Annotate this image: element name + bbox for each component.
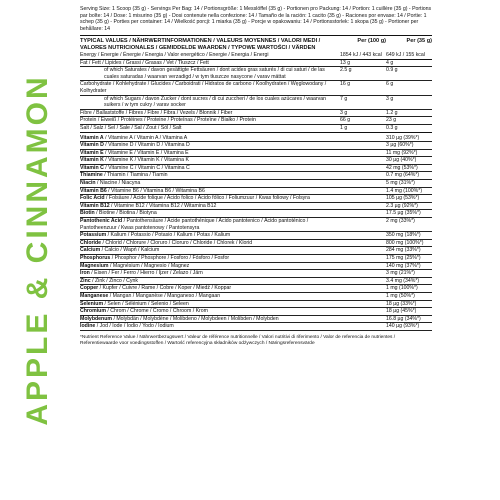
row-value-35g: 30 µg (40%*) [386,157,417,164]
row-value-35g: 17.5 µg (35%*) [386,210,421,217]
row-label [80,157,340,164]
row-value-35g: 23 g [386,117,397,124]
table-row [80,60,432,68]
nutrient-translations: / Folsäure / Acide folique / Acido folico / Ácido fólico / Foliumzuur / Kwas foliowy / Folsyra [104,195,310,202]
table-row [80,135,432,143]
row-label [80,218,340,231]
table-row [80,255,432,263]
row-label [80,316,340,323]
nutrient-name: Potassium [80,232,107,239]
row-value-35g: 310 µg (39%*) [386,134,420,141]
table-header-label: TYPICAL VALUES / NÄHRWERTINFORMATIONEN / VALEURS MOYENNES / VALORI MEDI / VALORES NUTRICIONALES / GEMIDDELDE WAARDEN / TYPOWE WARTOŚCI / VÄRDEN [80,38,321,52]
row-value-100g: 2.5 g [340,67,352,74]
nutrient-translations: / Jod / Iode / Iodio / Yodo / Iodium [95,323,174,330]
row-value-35g: 140 mg (37%*) [386,262,421,269]
table-row [80,240,432,248]
row-label [80,293,340,300]
row-label [80,240,340,247]
row-value-35g: 350 mg (18%*) [386,232,421,239]
nutrient-name: Folic Acid [80,195,105,202]
row-value-35g: 16.8 µg (34%*) [386,315,421,322]
nutrient-translations: / Mangan / Manganèse / Manganeso / Mangaan [108,292,221,299]
nutrient-name: Copper [80,285,99,292]
table-header-col1: Per (100 g) [357,38,386,45]
table-row [80,142,432,150]
row-value-35g: 1.2 g [386,109,398,116]
row-value-35g: 0.3 g [386,124,398,131]
row-value-35g: 1.4 mg (100%*) [386,187,423,194]
row-label [80,150,340,157]
row-label [80,165,340,172]
table-row [80,180,432,188]
nutrient-translations: / Vitamine K / Vitamin K / Vitamina K [103,157,189,164]
table-row [80,117,432,125]
row-label [80,172,340,179]
nutrient-name: Zinc [80,277,91,284]
nutrient-name: Vitamin D [80,142,104,149]
nutrient-name: Vitamin A [80,134,104,141]
table-row [80,67,432,81]
table-header [80,35,432,52]
row-value-35g: 140 µg (93%*) [386,323,420,330]
row-label: of which Sugars / davon Zucker / dont sucres / di cui zuccheri / de los cuales azúcares / waarvan suikers / w tym cukry / varav socker [104,95,327,109]
row-label [80,308,340,315]
table-row [80,316,432,324]
nutrient-translations: / Vitamine A / Vitamin A / Vitamina A [103,134,188,141]
table-row [80,270,432,278]
nutrient-name: Vitamin B6 [80,187,107,194]
nutrient-name: Vitamin C [80,164,104,171]
table-row [80,81,432,95]
row-value-35g: 5 mg (31%*) [386,180,415,187]
table-row [80,172,432,180]
footnote: *Nutrient Reference Value / Nährwertbezugswert / Valeur de référence nutritionnelle / Valori nutritivi di riferimento / Valor de referencia de nutrientes / Referentiewaarde voor voedingsstoffen / Wartość referencyjna składników odżywczych / Näringsreferensvärde [80,334,396,346]
nutrient-name: Molybdenum [80,315,112,322]
nutrient-translations: / Vitamine C / Vitamin C / Vitamina C [103,164,190,171]
nutrient-name: Niacin [80,180,96,187]
row-value-35g: 284 mg (33%*) [386,247,421,254]
nutrient-name: Vitamin K [80,157,104,164]
table-row [80,301,432,309]
row-value-35g: 800 mg (100%*) [386,239,424,246]
row-value-100g: 16 g [340,81,351,88]
table-row [80,247,432,255]
row-value-35g: 3 mg (21%*) [386,270,415,277]
row-label [80,180,340,187]
micronutrient-rows [80,135,432,331]
row-label [80,232,340,239]
row-value-100g: 1854 kJ / 443 kcal [340,51,382,58]
table-row [80,96,432,110]
nutrient-name: Iodine [80,323,96,330]
row-value-35g: 42 mg (53%*) [386,164,418,171]
table-row [80,285,432,293]
nutrient-name: Calcium [80,247,101,254]
row-label [80,247,340,254]
table-row [80,218,432,232]
flavour-title: APPLE & CINNAMON [21,74,54,426]
row-value-35g: 3 g [386,95,394,102]
table-row [80,293,432,301]
table-header-col2: Per (35 g) [406,38,432,45]
nutrient-name: Vitamin B12 [80,202,110,209]
row-label: of which Saturates / davon gesättigte Fettsäuren / dont acides gras saturés / di cui saturi / de las cuales saturadas / waarvan verzadigd / w tym tłuszcze nasycone / varav mättat [104,67,325,80]
nutrient-translations: / Calcio / Wapń / Kalcium [100,247,160,254]
row-label [80,301,340,308]
row-label: Fat / Fett / Lipides / Grassi / Grasas / Vet / Tłuszcz / Fett [80,59,209,66]
nutrient-translations: / Zink / Zinco / Cynk [90,277,138,284]
nutrient-translations: / Thiamin / Tiamina / Tiamin [102,172,168,179]
table-row [80,278,432,286]
row-value-35g: 4 g [386,59,394,66]
nutrient-translations: / Selen / Sélénium / Selenio / Seleen [103,300,189,307]
nutrient-name: Iron [80,270,90,277]
row-label [80,278,340,285]
table-row [80,165,432,173]
flavour-side-banner [0,0,76,500]
nutrient-translations: / Molybdän / Molybdène / Molibdeno / Molybdeen / Molibden / Molybden [112,315,279,322]
nutrient-translations: / Kalium / Potassio / Potasio / Kalium / Potas / Kalium [106,232,231,239]
row-label [80,203,340,210]
table-row [80,323,432,331]
row-value-35g: 3.4 mg (34%*) [386,277,420,284]
row-value-35g: 6 g [386,81,394,88]
row-value-35g: 1 mg (50%*) [386,292,415,299]
row-label [80,285,340,292]
nutrient-name: Thiamine [80,172,103,179]
row-value-35g: 2.3 µg (92%*) [386,202,418,209]
row-label: Energy / Energie / Énergie / Energia / Valor energético / Energie / Energia / Energi [80,51,269,58]
table-row [80,308,432,316]
nutrient-name: Magnesium [80,262,109,269]
row-value-35g: 18 µg (45%*) [386,308,417,315]
nutrient-translations: / Chrom / Chrome / Cromo / Chroom / Krom [105,308,208,315]
row-label [80,210,340,217]
table-row [80,195,432,203]
row-value-100g: 7 g [340,95,348,102]
row-value-35g: 1 mg (100%*) [386,285,418,292]
row-value-35g: 105 µg (53%*) [386,195,420,202]
nutrient-name: Manganese [80,292,109,299]
row-value-100g: 1 g [340,124,348,131]
row-label [80,323,340,330]
row-value-35g: 0.7 mg (64%*) [386,172,420,179]
row-label [80,142,340,149]
table-row [80,210,432,218]
row-label [80,135,340,142]
row-value-35g: 649 kJ / 155 kcal [386,51,425,58]
nutrient-name: Selenium [80,300,104,307]
row-label [80,270,340,277]
nutrient-name: Chromium [80,308,106,315]
nutrient-translations: / Vitamine B6 / Vitamina B6 / Witamina B6 [106,187,205,194]
nutrient-name: Chloride [80,239,102,246]
nutrient-translations: / Biotine / Biotina / Biotyna [94,210,157,217]
nutrient-name: Phosphorus [80,255,111,261]
serving-info: Serving Size: 1 Scoop (35 g) - Servings Per Bag: 14 / Portionsgröße: 1 Messlöffel (35 g) - Portionen pro Packung: 14 / Portion: 1 cuillère (35 g) - Portions par boîte: 14 / Dose: 1 misurino (35 g) - Dosi contenute nella confezione: 14 / Tamaño de la ración: 1 cacito (35 g) - Raciones por envase: 14 / Portie: 1 schep (35 g) - Porties per container: 14 / Wielkość porcji: 1 miarka (35 g) - Porcje w opakowaniu: 14 / Portionsstorlek: 1 skopa (35 g) - Portioner per behållare: 14 [80,6,432,32]
nutrient-translations: / Vitamine B12 / Vitamina B12 / Witamina B12 [109,202,217,209]
row-value-100g: 3 g [340,109,348,116]
table-row [80,110,432,118]
nutrition-panel [80,6,432,347]
nutrient-translations: / Niacine / Niacyna [95,180,141,187]
table-row [80,203,432,211]
row-value-35g: 11 mg (92%*) [386,149,418,156]
nutrient-translations: / Phosphor / Phosphore / Fosforo / Fósforo / Fosfor [110,255,230,261]
nutrient-translations: / Vitamine E / Vitamin E / Vitamina E [103,149,189,156]
table-row [80,157,432,165]
macronutrient-rows [80,52,432,133]
row-label [80,188,340,195]
row-label: Protein / Eiweiß / Protéines / Proteine / Proteínas / Proteïne / Białko / Protein [80,117,256,124]
row-value-35g: 3 µg (60%*) [386,142,414,149]
row-label [80,255,340,262]
nutrient-name: Vitamin E [80,149,104,156]
row-label [80,263,340,270]
row-value-100g: 13 g [340,59,351,66]
table-row [80,125,432,133]
table-row [80,150,432,158]
nutrient-translations: / Kupfer / Cuivre / Rame / Cobre / Koper / Miedź / Koppar [98,285,232,292]
row-label: Carbohydrate / Kohlehydrate / Glucides / Carboidrati / Hidratos de carbono / Koolhydraten / Węglowodany / Kolhydrater [80,81,327,94]
row-value-100g: 66 g [340,117,351,124]
nutrient-translations: / Eisen / Fer / Ferro / Hierro / Ijzer / Żelazo / Järn [89,270,203,277]
row-label: Fibre / Ballaststoffe / Fibres / Fibre / Fibra / Vezels / Błonnik / Fiber [80,109,233,116]
nutrient-name: Biotin [80,210,95,217]
table-row [80,232,432,240]
nutrient-name: Pantothenic Acid [80,218,123,225]
nutrient-translations: / Vitamine D / Vitamin D / Vitamina D [103,142,190,149]
row-value-35g: 2 mg (33%*) [386,218,415,225]
row-label: Salt / Salz / Sel / Sale / Sal / Zout / Sól / Salt [80,124,182,131]
nutrient-translations: / Chlorid / Chlorure / Cloruro / Cloruro / Chloride / Chlorek / Klorid [101,239,253,246]
nutrient-translations: / Pantothensäure / Acide pantothénique / Acido pantotenico / Ácido pantoténico / Pantotheenzuur / Kwas pantotenowy / Pantotensyra [80,218,309,231]
row-value-35g: 18 µg (33%*) [386,300,417,307]
row-label [80,195,340,202]
row-value-35g: 175 mg (25%*) [386,255,421,261]
nutrient-translations: / Magnésium / Magnesio / Magnez [108,262,190,269]
row-value-35g: 0.9 g [386,67,398,74]
table-row [80,52,432,60]
